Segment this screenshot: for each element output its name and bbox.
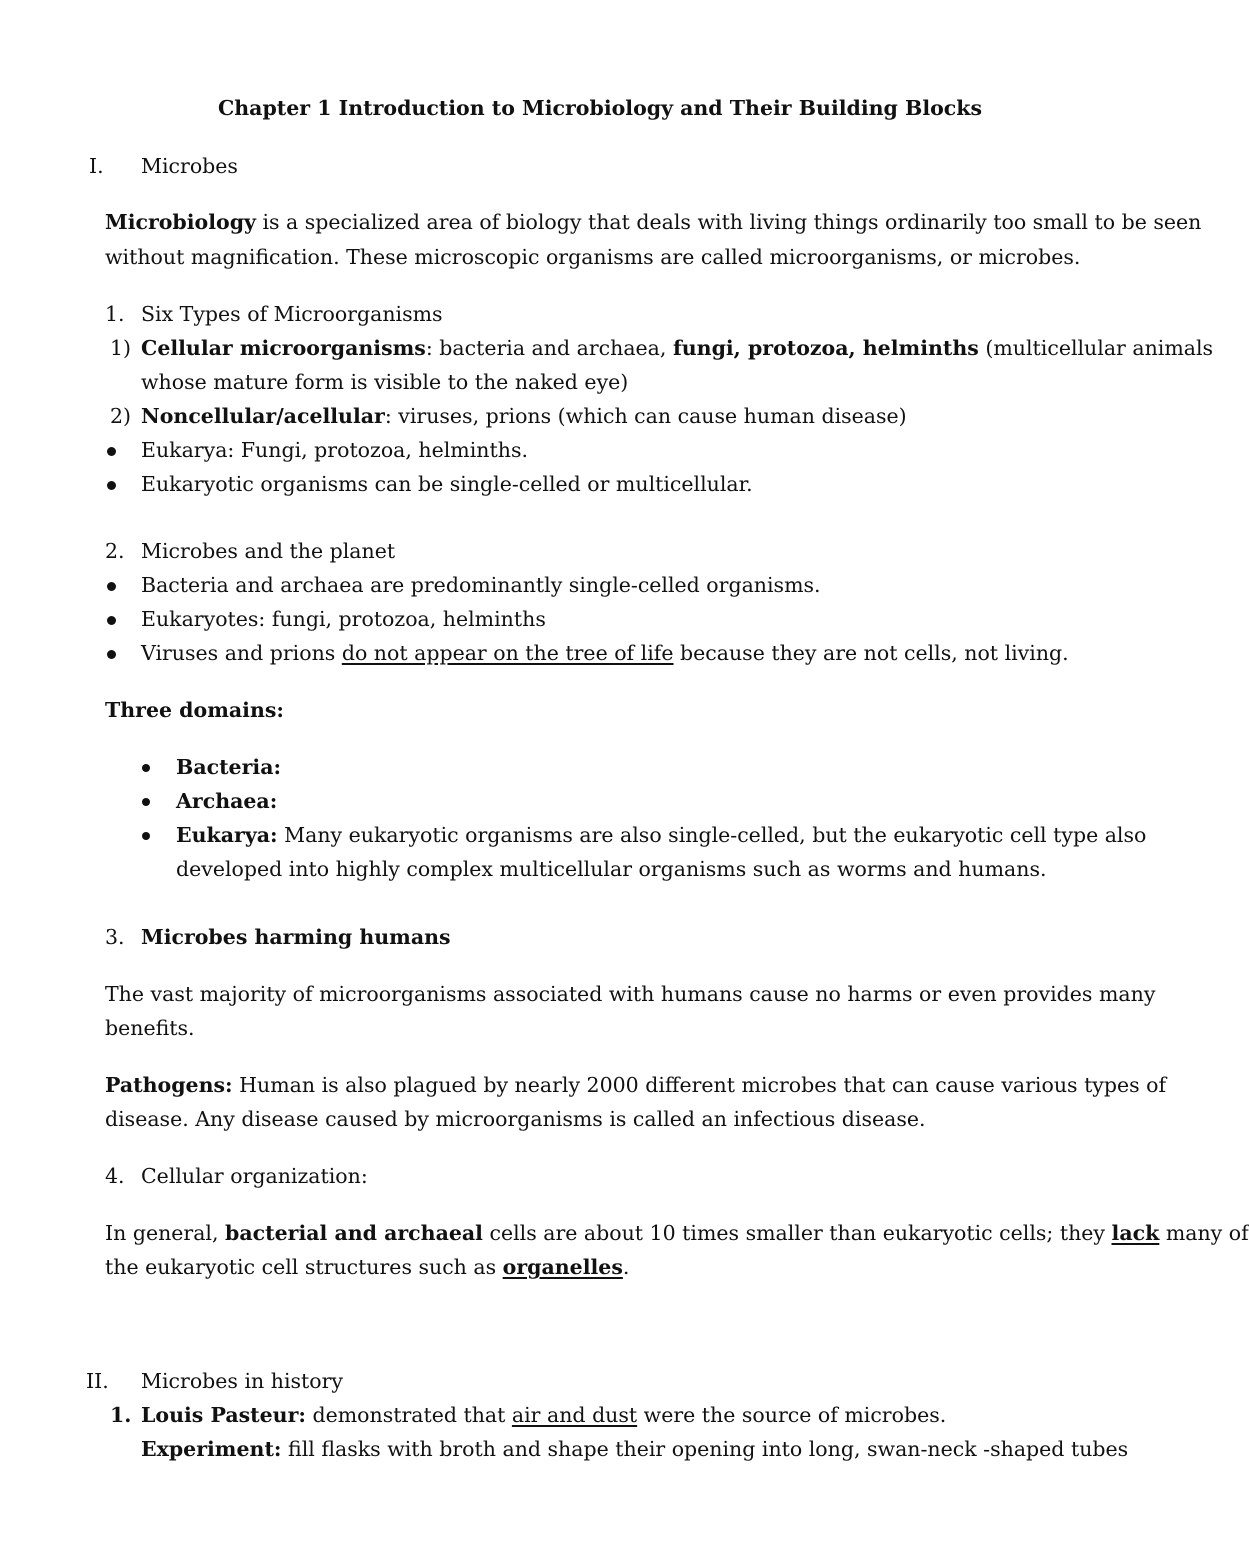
domain-eukarya: [176, 825, 1146, 846]
bullet-icon: [142, 798, 150, 806]
sub-2-line: [141, 406, 907, 427]
sub-1-bold: fungi, protozoa, helminths: [672, 336, 979, 360]
bullet-icon: [142, 832, 150, 840]
section-1-numeral: I.: [89, 154, 104, 178]
eukarya-continuation: developed into highly complex multicellular organisms such as worms and humans.: [176, 857, 1047, 881]
domains-heading: Three domains:: [105, 698, 284, 722]
item-2-heading: Microbes and the planet: [141, 539, 396, 563]
pasteur-term: Louis Pasteur:: [141, 1403, 306, 1427]
section-2-heading: Microbes in history: [141, 1369, 343, 1393]
eukarya-term: Eukarya:: [176, 823, 278, 847]
cellular-l2-pre: the eukaryotic cell structures such as: [105, 1255, 503, 1279]
sub-1-number: 1): [110, 336, 132, 360]
sub-1-mid: : bacteria and archaea,: [425, 336, 673, 360]
experiment-line: [141, 1439, 1128, 1460]
pasteur-pre: demonstrated that: [305, 1403, 512, 1427]
sub-1-continuation: whose mature form is visible to the naked eye): [141, 370, 629, 394]
list-item: Eukaryotic organisms can be single-celled or multicellular.: [141, 472, 753, 496]
bullet-icon: [107, 481, 116, 490]
bullet-icon: [142, 764, 150, 772]
list-item: Bacteria and archaea are predominantly single-celled organisms.: [141, 573, 821, 597]
pathogens-text: Human is also plagued by nearly 2000 different microbes that can cause various types of: [232, 1073, 1167, 1097]
sub-2-rest: : viruses, prions (which can cause human disease): [384, 404, 907, 428]
item-2-number: 2.: [105, 539, 125, 563]
list-item: [141, 643, 1069, 664]
item-4-heading: Cellular organization:: [141, 1164, 368, 1188]
viruses-post: because they are not cells, not living.: [673, 641, 1069, 665]
item-1-heading: Six Types of Microorganisms: [141, 302, 443, 326]
lack-term: lack: [1111, 1221, 1160, 1245]
viruses-pre: Viruses and prions: [141, 641, 342, 665]
air-dust-text: air and dust: [511, 1403, 638, 1427]
bullet-icon: [107, 650, 116, 659]
cellular-line-1: [105, 1223, 1249, 1244]
item-1-number: 1.: [105, 302, 125, 326]
eukarya-text: Many eukaryotic organisms are also single-celled, but the eukaryotic cell type also: [277, 823, 1147, 847]
pasteur-post: were the source of microbes.: [637, 1403, 947, 1427]
item-3-heading: Microbes harming humans: [141, 925, 451, 949]
cellular-l2-post: .: [622, 1255, 630, 1279]
item-4-number: 4.: [105, 1164, 125, 1188]
page-title: Chapter 1 Introduction to Microbiology and Their Building Blocks: [217, 96, 983, 120]
experiment-term: Experiment:: [141, 1437, 282, 1461]
sub-1-rest: (multicellular animals: [978, 336, 1214, 360]
organelles-term: organelles: [502, 1255, 623, 1279]
tree-of-life-text: do not appear on the tree of life: [341, 641, 674, 665]
cellular-post: many of: [1159, 1221, 1249, 1245]
section-1-heading: Microbes: [141, 154, 238, 178]
sub-2-number: 2): [110, 404, 132, 428]
experiment-text: fill flasks with broth and shape their opening into long, swan-neck -shaped tubes: [281, 1437, 1129, 1461]
bullet-icon: [107, 582, 116, 591]
cellular-term: Cellular microorganisms: [141, 336, 426, 360]
pathogens-line-1: [105, 1075, 1166, 1096]
list-item: Eukarya: Fungi, protozoa, helminths.: [141, 438, 528, 462]
item-3-number: 3.: [105, 925, 125, 949]
intro-line-1: [105, 212, 1201, 233]
history-item-1-number: 1.: [110, 1403, 132, 1427]
bullet-icon: [107, 447, 116, 456]
section-2-numeral: II.: [86, 1369, 109, 1393]
sub-1-line: [141, 338, 1213, 359]
cellular-mid: cells are about 10 times smaller than eukaryotic cells; they: [482, 1221, 1112, 1245]
domain-archaea: Archaea:: [176, 789, 278, 813]
bullet-icon: [107, 616, 116, 625]
cellular-pre: In general,: [105, 1221, 226, 1245]
domain-bacteria: Bacteria:: [176, 755, 282, 779]
microbiology-term: Microbiology: [105, 210, 256, 234]
harms-line-2: benefits.: [105, 1016, 195, 1040]
pasteur-line: [141, 1405, 946, 1426]
harms-line-1: The vast majority of microorganisms associated with humans cause no harms or even provides many: [105, 982, 1156, 1006]
intro-line-1-text: is a specialized area of biology that deals with living things ordinarily too small to be seen: [255, 210, 1202, 234]
intro-line-2: without magnification. These microscopic organisms are called microorganisms, or microbes.: [105, 245, 1081, 269]
noncellular-term: Noncellular/acellular: [141, 404, 385, 428]
pathogens-line-2: disease. Any disease caused by microorganisms is called an infectious disease.: [105, 1107, 926, 1131]
pathogens-term: Pathogens:: [105, 1073, 233, 1097]
list-item: Eukaryotes: fungi, protozoa, helminths: [141, 607, 546, 631]
bacterial-archaeal-term: bacterial and archaeal: [225, 1221, 483, 1245]
cellular-line-2: [105, 1257, 629, 1278]
